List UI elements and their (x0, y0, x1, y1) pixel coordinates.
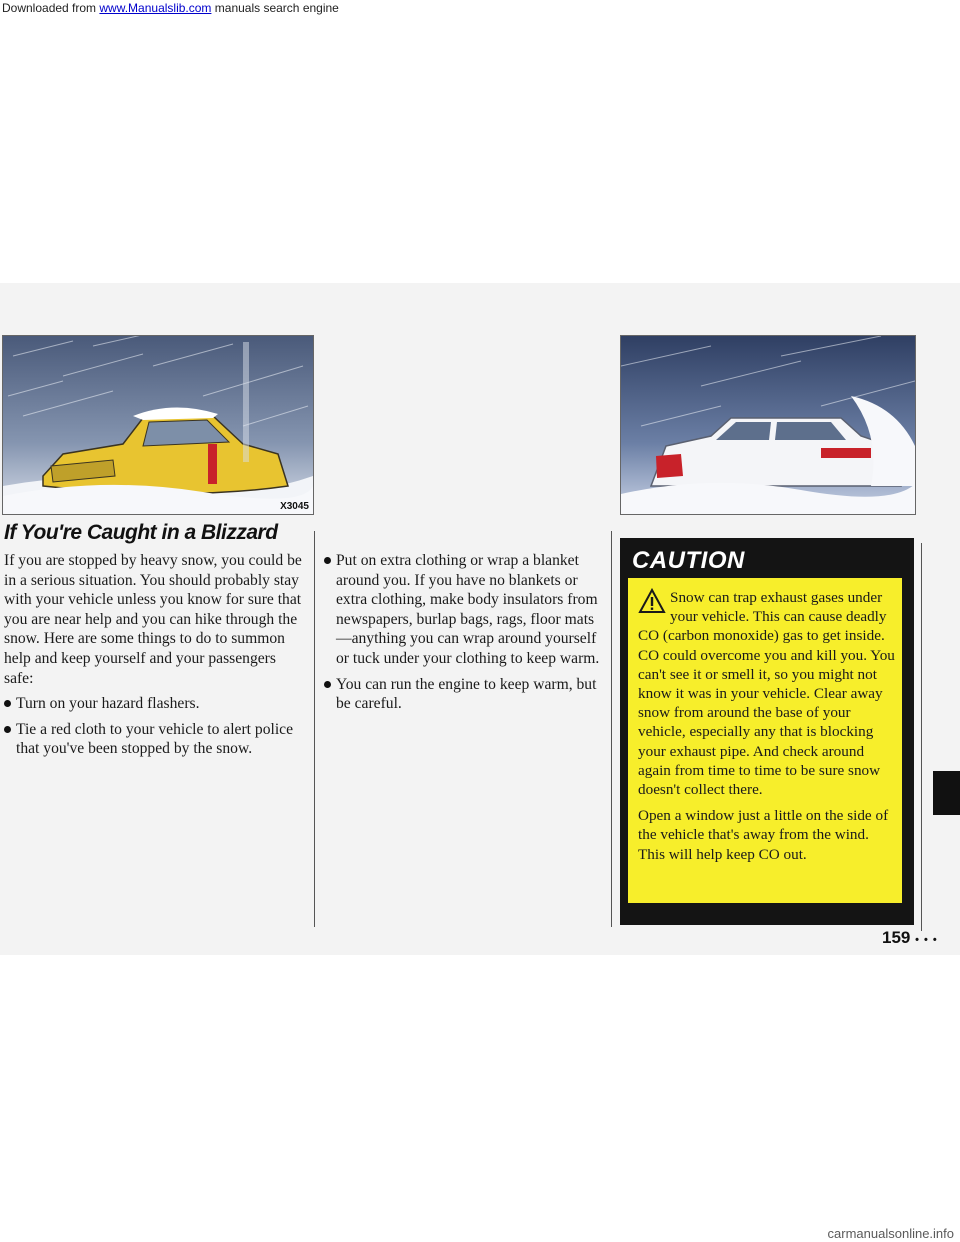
caution-body (628, 578, 902, 903)
download-bar-prefix: Downloaded from (2, 1, 100, 15)
caution-box (620, 538, 914, 925)
buried-wagon-image (621, 336, 915, 514)
left-bullet-list (4, 694, 302, 759)
manualslib-link[interactable]: www.Manualslib.com (99, 1, 212, 15)
middle-bullet-list (324, 551, 606, 714)
left-column (4, 551, 302, 765)
manual-page (0, 283, 960, 955)
caution-paragraph-2: Open a window just a little on the side of the vehicle that's away from the wind. This will help keep CO out. (638, 807, 889, 863)
footer-watermark: carmanualsonline.info (827, 1226, 954, 1241)
page-number-value: 159 (882, 928, 911, 947)
intro-paragraph: If you are stopped by heavy snow, you could be in a serious situation. You should probably stay with your vehicle unless you know for sure that you are near help and you can hike through the snow. Here are some things to do to summon help and keep yourself and your passengers safe: (4, 552, 302, 687)
middle-column (324, 551, 606, 720)
section-tab-marker (933, 771, 960, 815)
download-bar-suffix: manuals search engine (211, 1, 339, 15)
warning-triangle-icon (638, 588, 666, 614)
caution-paragraph-1: Snow can trap exhaust gases under your vehicle. This can cause deadly CO (carbon monoxide) gas to get inside. CO could overcome you and kill you. You can't see it or smell it, so you might not know it was in your vehicle. Clear away snow from around the base of your vehicle, especially any that is blocking your exhaust pipe. And check around again from time to time to be sure snow doesn't collect there. (638, 589, 895, 799)
list-item: Turn on your hazard flashers. (4, 694, 302, 714)
caution-title: CAUTION (632, 547, 745, 574)
snow-drift-car-illustration (620, 335, 916, 515)
figure-code: X3045 (280, 501, 309, 512)
list-item: Tie a red cloth to your vehicle to alert police that you've been stopped by the snow. (4, 720, 302, 759)
list-item: Put on extra clothing or wrap a blanket around you. If you have no blankets or extra clothing, make body insulators from newspapers, burlap bags, rags, floor mats—anything you can wrap around yourself or tuck under your clothing to keep warm. (324, 551, 606, 669)
caution-rule-right (921, 543, 922, 931)
download-bar (0, 0, 960, 16)
column-rule-left (314, 531, 315, 927)
page-number (882, 928, 938, 948)
blizzard-car-illustration (2, 335, 314, 515)
page-number-dots: • • • (915, 934, 938, 946)
section-heading: If You're Caught in a Blizzard (4, 521, 278, 544)
snowbound-sedan-image (3, 336, 313, 514)
list-item: You can run the engine to keep warm, but be careful. (324, 675, 606, 714)
column-rule-right (611, 531, 612, 927)
